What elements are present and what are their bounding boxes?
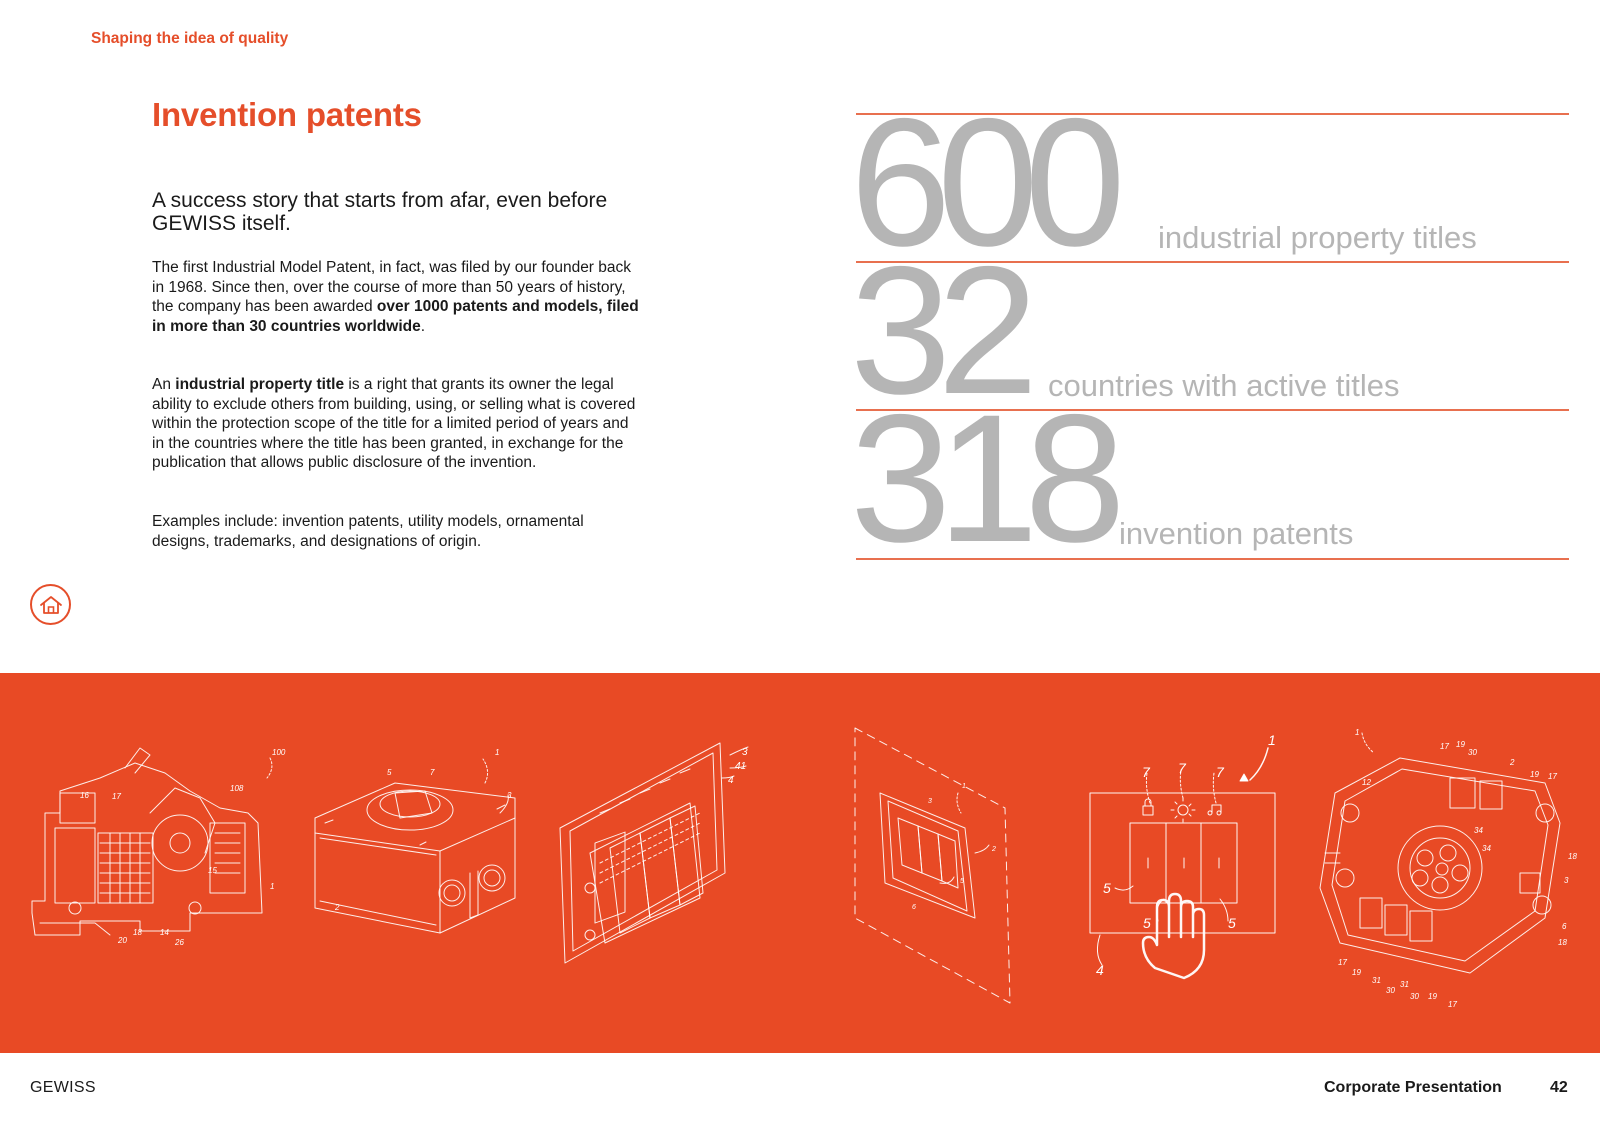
drawing-label: 2 (992, 846, 996, 853)
drawing-label: 18 (1558, 938, 1567, 947)
patent-drawing-touch-switch (1090, 748, 1275, 978)
patent-drawing-labels (80, 728, 1577, 1009)
drawing-label: 34 (1474, 826, 1483, 835)
home-icon (39, 594, 63, 616)
drawing-label: 7 (1178, 760, 1186, 776)
patent-drawing-junction-box (1320, 733, 1560, 973)
patent-drawings (0, 673, 1600, 1053)
drawing-label: 5 (1103, 880, 1111, 896)
paragraph-history-end: . (420, 317, 426, 335)
drawing-label: 30 (1386, 986, 1395, 995)
drawing-label: 14 (160, 928, 169, 937)
drawing-label: 41 (735, 761, 747, 772)
drawing-label: 34 (1482, 844, 1491, 853)
drawing-label: 19 (1428, 992, 1437, 1001)
paragraph-history (152, 258, 642, 336)
drawing-label: 1 (962, 783, 966, 790)
drawing-label: 2 (335, 903, 340, 912)
patent-drawing-breaker (32, 748, 275, 935)
drawing-label: 3 (507, 791, 512, 800)
stat-number-titles: 600 (850, 80, 1112, 284)
drawing-label: 31 (1400, 980, 1409, 989)
drawing-label: 1 (270, 882, 275, 891)
paragraph-history-bold: over 1000 patents and models, filed in more than 30 countries worldwide (152, 298, 639, 335)
drawing-label: 17 (1548, 772, 1557, 781)
drawing-label: 5 (960, 878, 964, 885)
drawing-label: 20 (118, 936, 127, 945)
paragraph-history-text: The first Industrial Model Patent, in fact, was filed by our founder back in 1968. Since then, over the course of more than 50 years of history, the company has been awarded (152, 259, 632, 315)
drawing-label: 7 (1216, 764, 1224, 780)
drawing-label: 100 (272, 748, 286, 757)
drawing-label: 4 (1096, 962, 1104, 978)
patent-drawing-rotary-switch (315, 759, 515, 933)
drawing-label: 1 (1268, 732, 1276, 748)
stat-rule (856, 558, 1569, 560)
paragraph-definition-bold: industrial property title (175, 376, 345, 393)
drawing-label: 4 (728, 775, 734, 786)
drawing-label: 30 (1468, 748, 1477, 757)
stat-number-patents: 318 (850, 376, 1112, 580)
section-label: Shaping the idea of quality (91, 30, 289, 47)
drawing-label: 3 (1564, 876, 1569, 885)
paragraph-definition (152, 375, 642, 473)
drawing-label: 108 (230, 784, 244, 793)
drawing-label: 6 (1562, 922, 1567, 931)
drawing-label: 1 (495, 748, 500, 757)
drawing-label: 19 (1352, 968, 1361, 977)
drawing-label: 7 (1142, 764, 1150, 780)
drawing-label: 18 (1568, 852, 1577, 861)
footer-page-number: 42 (1550, 1079, 1568, 1096)
drawing-label: 7 (430, 768, 435, 777)
stat-label-titles: industrial property titles (1158, 220, 1477, 255)
drawing-label: 3 (928, 798, 932, 805)
drawing-label: 3 (742, 747, 748, 758)
drawing-label: 17 (1440, 742, 1449, 751)
drawing-label: 19 (1530, 770, 1539, 779)
drawing-label: 2 (1510, 758, 1515, 767)
paragraph-definition-start: An (152, 376, 176, 393)
drawing-label: 5 (387, 768, 392, 777)
paragraph-definition-text: is a right that grants its owner the legal ability to exclude others from building, using, or selling what is covered within the protection scope of the title for a limited period of years and in the countries where the title has been granted, in exchange for the publication that allows public disclosure of the invention. (152, 376, 636, 471)
home-button[interactable] (30, 584, 71, 625)
patent-drawing-wall-plate (560, 743, 748, 963)
drawing-label: 19 (1456, 740, 1465, 749)
patent-drawings-band (0, 673, 1600, 1053)
drawing-label: 30 (1410, 992, 1419, 1001)
footer-document-title: Corporate Presentation (1324, 1079, 1502, 1096)
drawing-label: 17 (1338, 958, 1347, 967)
stat-label-patents: invention patents (1119, 516, 1354, 551)
drawing-label: 12 (1362, 778, 1371, 787)
drawing-label: 15 (208, 866, 217, 875)
patent-drawing-switch-plate (855, 728, 1010, 1003)
stat-label-countries: countries with active titles (1048, 368, 1400, 403)
subtitle: A success story that starts from afar, even before GEWISS itself. (152, 189, 608, 235)
drawing-label: 5 (1143, 915, 1151, 931)
footer-brand: GEWISS (30, 1079, 96, 1096)
page-title: Invention patents (152, 96, 422, 133)
stat-number-countries: 32 (850, 228, 1025, 432)
drawing-label: 17 (112, 792, 121, 801)
drawing-label: 17 (1448, 1000, 1457, 1009)
drawing-label: 1 (1355, 728, 1360, 737)
drawing-label: 16 (80, 791, 89, 800)
drawing-label: 31 (1372, 976, 1381, 985)
drawing-label: 5 (1228, 915, 1236, 931)
paragraph-examples: Examples include: invention patents, utility models, ornamental designs, trademarks, and designations of origin. (152, 513, 584, 550)
drawing-label: 6 (912, 904, 916, 911)
drawing-label: 18 (133, 928, 142, 937)
drawing-label: 26 (175, 938, 184, 947)
